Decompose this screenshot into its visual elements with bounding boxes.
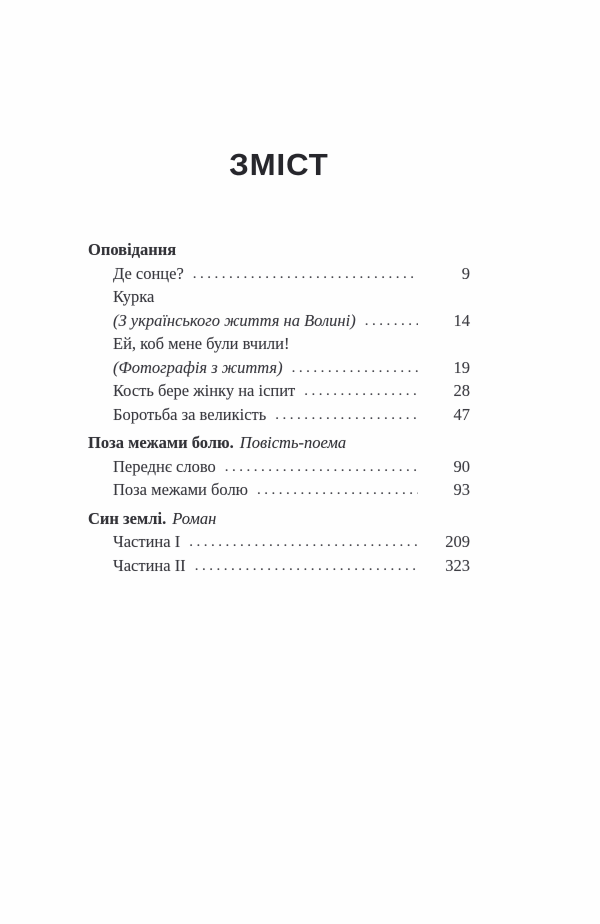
dot-leader bbox=[365, 310, 418, 334]
toc-entry bbox=[88, 530, 470, 554]
toc-entry-label: Поза межами болю bbox=[113, 480, 249, 499]
toc-entry-page: 19 bbox=[453, 357, 470, 377]
toc-entry bbox=[88, 309, 470, 333]
table-of-contents bbox=[88, 238, 470, 577]
toc-entry-label: Кость бере жінку на іспит bbox=[113, 381, 296, 400]
toc-entry-page: 323 bbox=[445, 555, 470, 575]
dot-leader bbox=[193, 263, 418, 287]
toc-entry bbox=[88, 403, 470, 427]
toc-entry-subtitle: (Фотографія з життя) bbox=[113, 357, 283, 377]
dot-leader bbox=[257, 479, 418, 503]
toc-entry-label: Переднє слово bbox=[113, 456, 216, 476]
toc-section-heading bbox=[88, 431, 470, 455]
dot-leader bbox=[292, 357, 418, 381]
toc-entry-page: 28 bbox=[453, 381, 470, 400]
dot-leader bbox=[275, 404, 418, 428]
toc-entry bbox=[88, 262, 470, 286]
dot-leader bbox=[225, 456, 418, 480]
toc-entry-page: 9 bbox=[461, 263, 470, 283]
toc-entry-page: 209 bbox=[445, 532, 470, 551]
toc-entry bbox=[88, 332, 470, 356]
toc-entry-label: Частина I bbox=[113, 532, 181, 551]
toc-entry-page: 93 bbox=[453, 480, 470, 499]
section-genre: Роман bbox=[172, 508, 217, 528]
toc-section-heading bbox=[88, 238, 470, 262]
section-genre: Повість-поема bbox=[239, 433, 347, 452]
toc-entry bbox=[88, 554, 470, 578]
toc-entry-label: Курка bbox=[113, 287, 155, 306]
toc-entry bbox=[88, 379, 470, 403]
toc-entry-label: Боротьба за великість bbox=[113, 404, 267, 424]
section-title: Син землі. bbox=[88, 508, 167, 528]
toc-entry bbox=[88, 356, 470, 380]
dot-leader bbox=[189, 531, 418, 555]
toc-section-heading bbox=[88, 507, 470, 531]
dot-leader bbox=[195, 555, 418, 579]
page-title: ЗМІСТ bbox=[229, 147, 329, 182]
toc-entry-label: Частина II bbox=[113, 555, 186, 575]
toc-entry-page: 90 bbox=[453, 456, 470, 476]
section-title: Поза межами болю. bbox=[88, 433, 234, 452]
section-title: Оповідання bbox=[88, 240, 177, 259]
toc-entry-label: Де сонце? bbox=[113, 263, 184, 283]
toc-entry-label: Ей, коб мене були вчили! bbox=[113, 334, 290, 353]
toc-entry bbox=[88, 455, 470, 479]
toc-entry bbox=[88, 478, 470, 502]
toc-entry-page: 47 bbox=[453, 404, 470, 424]
toc-entry bbox=[88, 285, 470, 309]
toc-entry-page: 14 bbox=[453, 310, 470, 330]
toc-entry-subtitle: (З українського життя на Волині) bbox=[113, 310, 356, 330]
dot-leader bbox=[304, 380, 418, 404]
